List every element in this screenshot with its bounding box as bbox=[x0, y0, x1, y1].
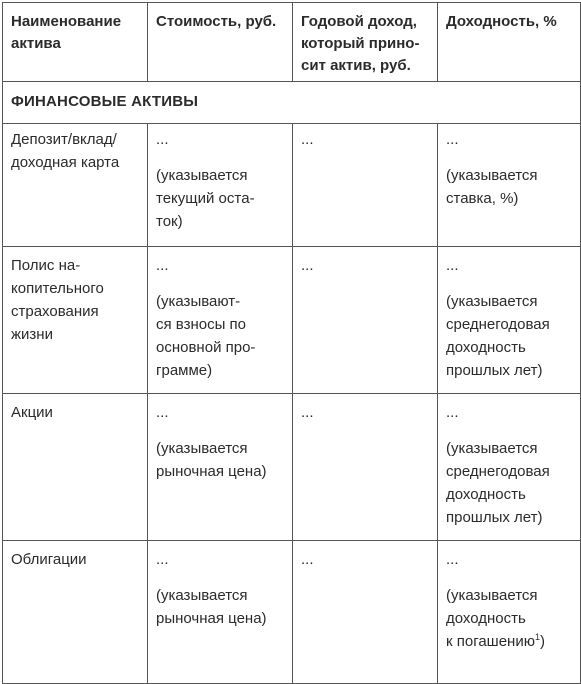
placeholder-dots: ... bbox=[446, 551, 459, 568]
income-cell bbox=[293, 124, 438, 247]
header-annual-income: Годовой доход, который прино- сит актив, руб. bbox=[293, 3, 438, 82]
yield-note: (указывается ставка, %) bbox=[446, 167, 538, 207]
yield-note: (указывается доходность к погашению$^1$) bbox=[446, 587, 545, 650]
table-row bbox=[3, 124, 581, 247]
yield-cell bbox=[438, 541, 581, 684]
table-row bbox=[3, 247, 581, 394]
yield-cell bbox=[438, 247, 581, 394]
placeholder-dots: ... bbox=[301, 257, 314, 274]
placeholder-dots: ... bbox=[446, 257, 459, 274]
placeholder-dots: ... bbox=[301, 131, 314, 148]
header-yield: Доходность, % bbox=[438, 3, 581, 82]
header-cost: Стоимость, руб. bbox=[148, 3, 293, 82]
cost-cell bbox=[148, 541, 293, 684]
cost-cell bbox=[148, 124, 293, 247]
header-asset-name: Наименование актива bbox=[3, 3, 148, 82]
asset-name-cell: Полис на- копительного страхования жизни bbox=[3, 247, 148, 394]
placeholder-dots: ... bbox=[301, 404, 314, 421]
yield-cell bbox=[438, 124, 581, 247]
yield-note: (указывается среднегодовая доходность прошлых лет) bbox=[446, 293, 550, 379]
cost-cell bbox=[148, 247, 293, 394]
placeholder-dots: ... bbox=[156, 257, 169, 274]
cost-note: (указывается рыночная цена) bbox=[156, 440, 267, 480]
placeholder-dots: ... bbox=[446, 404, 459, 421]
cost-note: (указывается текущий остa- ток) bbox=[156, 167, 255, 230]
placeholder-dots: ... bbox=[446, 131, 459, 148]
placeholder-dots: ... bbox=[156, 551, 169, 568]
asset-name-cell: Облигации bbox=[3, 541, 148, 684]
placeholder-dots: ... bbox=[301, 551, 314, 568]
table-row bbox=[3, 541, 581, 684]
section-title: ФИНАНСОВЫЕ АКТИВЫ bbox=[3, 82, 581, 124]
income-cell bbox=[293, 394, 438, 541]
cost-note: (указывается рыночная цена) bbox=[156, 587, 267, 627]
cost-cell bbox=[148, 394, 293, 541]
income-cell bbox=[293, 247, 438, 394]
table-row bbox=[3, 394, 581, 541]
income-cell bbox=[293, 541, 438, 684]
cost-note: (указывают- ся взносы по основной про- грамме) bbox=[156, 293, 256, 379]
footnote-marker: 1 bbox=[534, 632, 540, 642]
yield-note: (указывается среднегодовая доходность прошлых лет) bbox=[446, 440, 550, 526]
assets-table bbox=[2, 2, 581, 684]
placeholder-dots: ... bbox=[156, 404, 169, 421]
placeholder-dots: ... bbox=[156, 131, 169, 148]
section-row bbox=[3, 82, 581, 124]
asset-name-cell: Депозит/вклад/ доходная карта bbox=[3, 124, 148, 247]
header-row bbox=[3, 3, 581, 82]
yield-cell bbox=[438, 394, 581, 541]
asset-name-cell: Акции bbox=[3, 394, 148, 541]
